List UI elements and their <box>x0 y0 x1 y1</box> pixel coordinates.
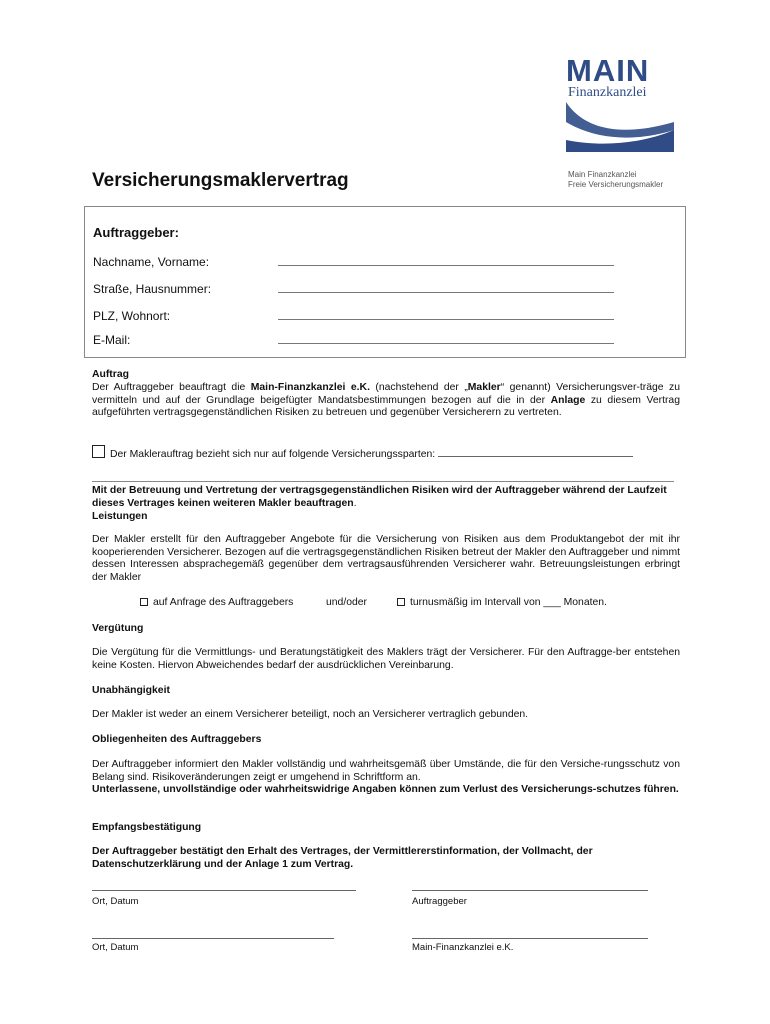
sparten-blank[interactable] <box>438 447 633 457</box>
obliegenheiten-text: Der Auftraggeber informiert den Makler vollständig und wahrheitsgemäß über Umstände, die für den Versiche-rungsschutz von Belang sind. Risikoveränderungen zeigt er umgehend in Schriftform an. <box>92 759 680 783</box>
leistungen-heading: Leistungen <box>92 511 148 522</box>
field-street-line[interactable] <box>278 292 614 293</box>
signature-label-broker: Main-Finanzkanzlei e.K. <box>412 942 514 953</box>
field-city-label: PLZ, Wohnort: <box>93 309 171 323</box>
option-interval-label: turnusmäßig im Intervall von ___ Monaten. <box>410 597 607 608</box>
option-interval[interactable] <box>397 597 607 608</box>
exclusivity-statement: Mit der Betreuung und Vertretung der vertragsgegenständlichen Risiken wird der Auftraggeber während der Laufzeit dieses Vertrages keinen weiteren Makler beauftragen. <box>92 485 667 509</box>
obliegenheiten-warning: Unterlassene, unvollständige oder wahrheitswidrige Angaben können zum Verlust des Versicherungs-schutzes führen. <box>92 784 679 795</box>
signature-line-place-date-1[interactable] <box>92 890 356 891</box>
option-on-request-label: auf Anfrage des Auftraggebers <box>153 597 294 608</box>
obliegenheiten-heading: Obliegenheiten des Auftraggebers <box>92 734 262 745</box>
tagline-line-2: Freie Versicherungsmakler <box>568 180 664 189</box>
field-name-line[interactable] <box>278 265 614 266</box>
tagline-line-1: Main Finanzkanzlei <box>568 170 637 179</box>
leistungen-text: Der Makler erstellt für den Auftraggeber Angebote für die Versicherung von Risiken aus dem Produktangebot der mit ihr kooperierenden Versicherer. Bezogen auf die vertragsgegenständlichen Risiken betreut der Makler den Auftraggeber und nimmt dessen Interessen absprachegemäß gegenüber dem vertragsausführenden Versicherer wahr. Betreuungsleistungen erbringt der Makler <box>92 534 681 583</box>
option-on-request[interactable] <box>140 597 293 608</box>
auftrag-text: Der Auftraggeber beauftragt die Main-Finanzkanzlei e.K. (nachstehend der „Makler“ genannt) Versicherungsver-träge zu vermitteln und auf der Grundlage beigefügter Mandatsbestimmungen bezogen auf die in der Anlage zu diesem Vertrag aufgeführten vertragsgegenständlichen Risiken zu betreuen und gegenüber Versicherern zu vertreten. <box>92 382 680 419</box>
client-info-box <box>84 206 686 358</box>
field-city <box>93 309 170 323</box>
logo-brand: MAIN <box>566 53 650 88</box>
sparten-line <box>110 447 633 460</box>
field-email <box>93 333 130 347</box>
auftrag-heading: Auftrag <box>92 369 129 380</box>
company-logo <box>566 53 676 152</box>
field-name-label: Nachname, Vorname: <box>93 255 210 269</box>
logo-subtitle: Finanzkanzlei <box>568 85 647 100</box>
sparten-extra-line[interactable] <box>92 481 674 482</box>
client-heading: Auftraggeber: <box>93 225 179 240</box>
option-interval-checkbox[interactable] <box>397 598 405 606</box>
empfang-heading: Empfangsbestätigung <box>92 822 202 833</box>
field-street <box>93 282 211 296</box>
verguetung-heading: Vergütung <box>92 623 144 634</box>
unabhaengigkeit-heading: Unabhängigkeit <box>92 685 170 696</box>
signature-line-broker[interactable] <box>412 938 648 939</box>
sparten-checkbox[interactable] <box>92 445 105 458</box>
sparten-label: Der Maklerauftrag bezieht sich nur auf folgende Versicherungssparten: <box>110 449 436 460</box>
signature-label-place-date-1: Ort, Datum <box>92 896 139 907</box>
empfang-text: Der Auftraggeber bestätigt den Erhalt des Vertrages, der Vermittlererstinformation, der Vollmacht, der Datenschutzerklärung und der Anlage 1 zum Vertrag. <box>92 846 593 870</box>
signature-line-client[interactable] <box>412 890 648 891</box>
logo-wave-graphic <box>566 102 674 152</box>
field-street-label: Straße, Hausnummer: <box>93 282 212 296</box>
verguetung-text: Die Vergütung für die Vermittlungs- und Beratungstätigkeit des Maklers trägt der Versicherer. Für den Auftragge-ber entstehen keine Kosten. Hiervon Abweichendes bedarf der ausdrücklichen Vereinbarung. <box>92 647 680 671</box>
signature-line-place-date-2[interactable] <box>92 938 334 939</box>
option-on-request-checkbox[interactable] <box>140 598 148 606</box>
signature-label-client: Auftraggeber <box>412 896 467 907</box>
signature-label-place-date-2: Ort, Datum <box>92 942 139 953</box>
field-city-line[interactable] <box>278 319 614 320</box>
document-title: Versicherungsmaklervertrag <box>92 170 349 191</box>
and-or-label: und/oder <box>326 597 368 608</box>
field-name <box>93 255 209 269</box>
unabhaengigkeit-text: Der Makler ist weder an einem Versicherer beteiligt, noch an Versicherer vertraglich gebunden. <box>92 709 529 720</box>
logo-tagline <box>568 170 663 190</box>
field-email-label: E-Mail: <box>93 333 131 347</box>
field-email-line[interactable] <box>278 343 614 344</box>
